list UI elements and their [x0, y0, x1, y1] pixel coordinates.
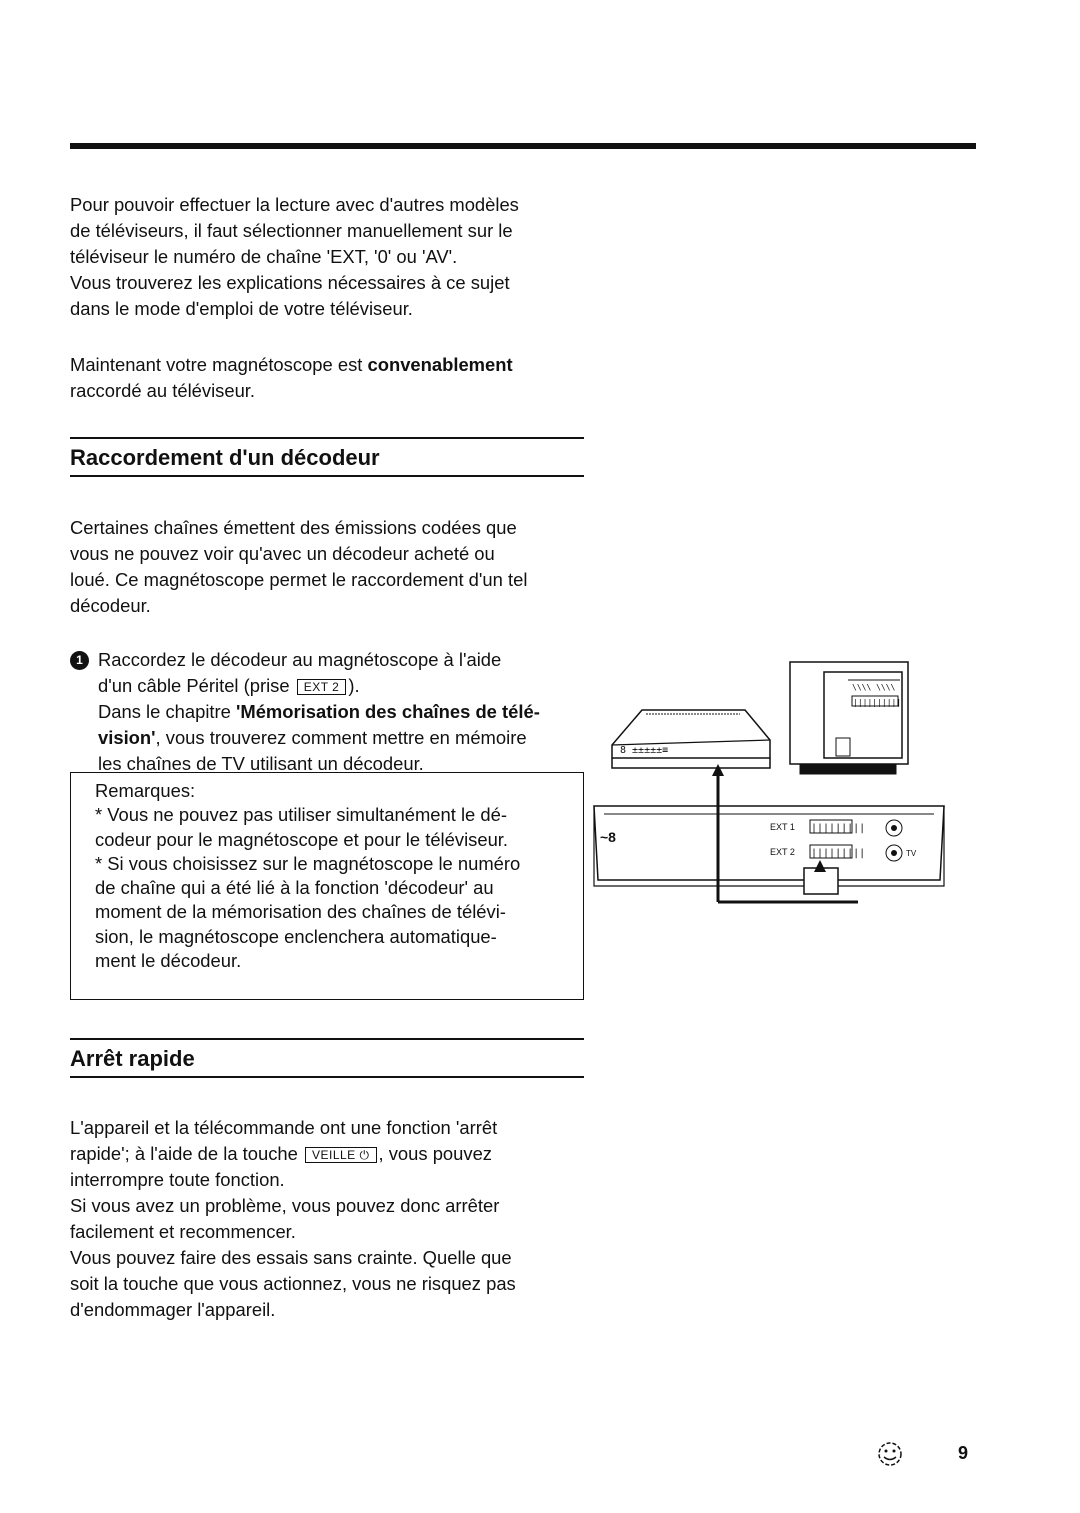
svg-text:\\\\ \\\\: \\\\ \\\\: [852, 683, 896, 692]
decodeur-paragraph: [70, 515, 586, 619]
section-heading-arret-rapide: [70, 1038, 584, 1078]
heading-rule-bottom: [70, 1076, 584, 1078]
step-text: [98, 647, 586, 777]
note-line: de chaîne qui a été lié à la fonction 'décodeur' au: [95, 877, 494, 899]
para-line: d'endommager l'appareil.: [70, 1299, 276, 1320]
note-line: sion, le magnétoscope enclenchera automatique-: [95, 925, 497, 947]
para-line: L'appareil et la télécommande ont une fonction 'arrêt: [70, 1117, 498, 1138]
para-text-suffix: , vous pouvez: [378, 1143, 492, 1164]
connection-diagram: [590, 650, 960, 920]
tv-label: TV: [906, 849, 917, 858]
step-line: les chaînes de TV utilisant un décodeur.: [98, 753, 424, 774]
para-line: interrompre toute fonction.: [70, 1169, 285, 1190]
step-line: [98, 725, 586, 751]
intro-line: dans le mode d'emploi de votre téléviseur.: [70, 298, 413, 319]
page-number: 9: [958, 1443, 969, 1463]
svg-text:|||||||||: |||||||||: [811, 823, 866, 834]
veille-key-label: VEILLE ⏻: [305, 1147, 377, 1163]
smiley-icon: [876, 1440, 904, 1468]
intro-line: téléviseur le numéro de chaîne 'EXT, '0' ou 'AV'.: [70, 246, 458, 267]
intro-line: de téléviseurs, il faut sélectionner manuellement sur le: [70, 220, 513, 241]
para-line: soit la touche que vous actionnez, vous ne risquez pas: [70, 1273, 516, 1294]
para-line: facilement et recommencer.: [70, 1221, 296, 1242]
section-heading-decodeur: [70, 437, 584, 477]
chapter-reference: 'Mémorisation des chaînes de télé-: [236, 701, 540, 722]
ext1-label: EXT 1: [770, 822, 795, 832]
vcr-rear-panel-illustration: [594, 806, 944, 886]
note-line: moment de la mémorisation des chaînes de télévi-: [95, 901, 506, 923]
mains-label: ~8: [600, 829, 616, 845]
ext2-key-label: EXT 2: [297, 679, 347, 695]
note-line: * Si vous choisissez sur le magnétoscope le numéro: [95, 852, 521, 874]
para-line: décodeur.: [70, 595, 151, 616]
intro-conclusion: [70, 352, 586, 404]
notes-title: Remarques:: [95, 780, 196, 801]
svg-text:||||||||||: ||||||||||: [853, 698, 902, 707]
section-title: Arrêt rapide: [70, 1046, 195, 1071]
intro-line: Vous trouverez les explications nécessaires à ce sujet: [70, 272, 510, 293]
step-1: [70, 647, 586, 777]
para-line: [70, 1141, 586, 1167]
step-number-badge: 1: [70, 651, 89, 670]
svg-text:|||||||||: |||||||||: [811, 848, 866, 859]
svg-text:8 ±±±±±≡: 8 ±±±±±≡: [620, 745, 669, 756]
step-line: Raccordez le décodeur au magnétoscope à l'aide: [98, 649, 502, 670]
arret-rapide-paragraph: [70, 1115, 586, 1323]
step-line: [98, 673, 586, 699]
conclusion-text: Maintenant votre magnétoscope est: [70, 354, 368, 375]
heading-rule-bottom: [70, 475, 584, 477]
para-line: vous ne pouvez voir qu'avec un décodeur acheté ou: [70, 543, 495, 564]
step-text-suffix: , vous trouverez comment mettre en mémoire: [155, 727, 527, 748]
top-rule: [70, 143, 976, 149]
notes-box: [70, 772, 584, 1000]
para-line: Vous pouvez faire des essais sans crainte. Quelle que: [70, 1247, 512, 1268]
conclusion-bold: convenablement: [367, 354, 513, 375]
intro-line: Pour pouvoir effectuer la lecture avec d'autres modèles: [70, 194, 519, 215]
chapter-reference-end: vision': [98, 727, 156, 748]
note-line: * Vous ne pouvez pas utiliser simultanément le dé-: [95, 804, 507, 826]
step-line: [98, 699, 586, 725]
note-line: ment le décodeur.: [95, 950, 242, 972]
ext2-label: EXT 2: [770, 847, 795, 857]
tv-illustration: [790, 662, 908, 774]
para-text-prefix: rapide'; à l'aide de la touche: [70, 1143, 303, 1164]
conclusion-line-2: raccordé au téléviseur.: [70, 380, 256, 401]
conclusion-line: [70, 352, 586, 378]
decoder-illustration: [612, 710, 770, 768]
step-text-suffix: ).: [348, 675, 360, 696]
step-text-prefix: d'un câble Péritel (prise: [98, 675, 295, 696]
intro-paragraph: [70, 192, 586, 322]
para-line: Si vous avez un problème, vous pouvez donc arrêter: [70, 1195, 500, 1216]
note-line: codeur pour le magnétoscope et pour le téléviseur.: [95, 828, 509, 850]
step-text-prefix: Dans le chapitre: [98, 701, 237, 722]
para-line: Certaines chaînes émettent des émissions codées que: [70, 517, 517, 538]
section-title: Raccordement d'un décodeur: [70, 445, 380, 470]
para-line: loué. Ce magnétoscope permet le raccordement d'un tel: [70, 569, 528, 590]
